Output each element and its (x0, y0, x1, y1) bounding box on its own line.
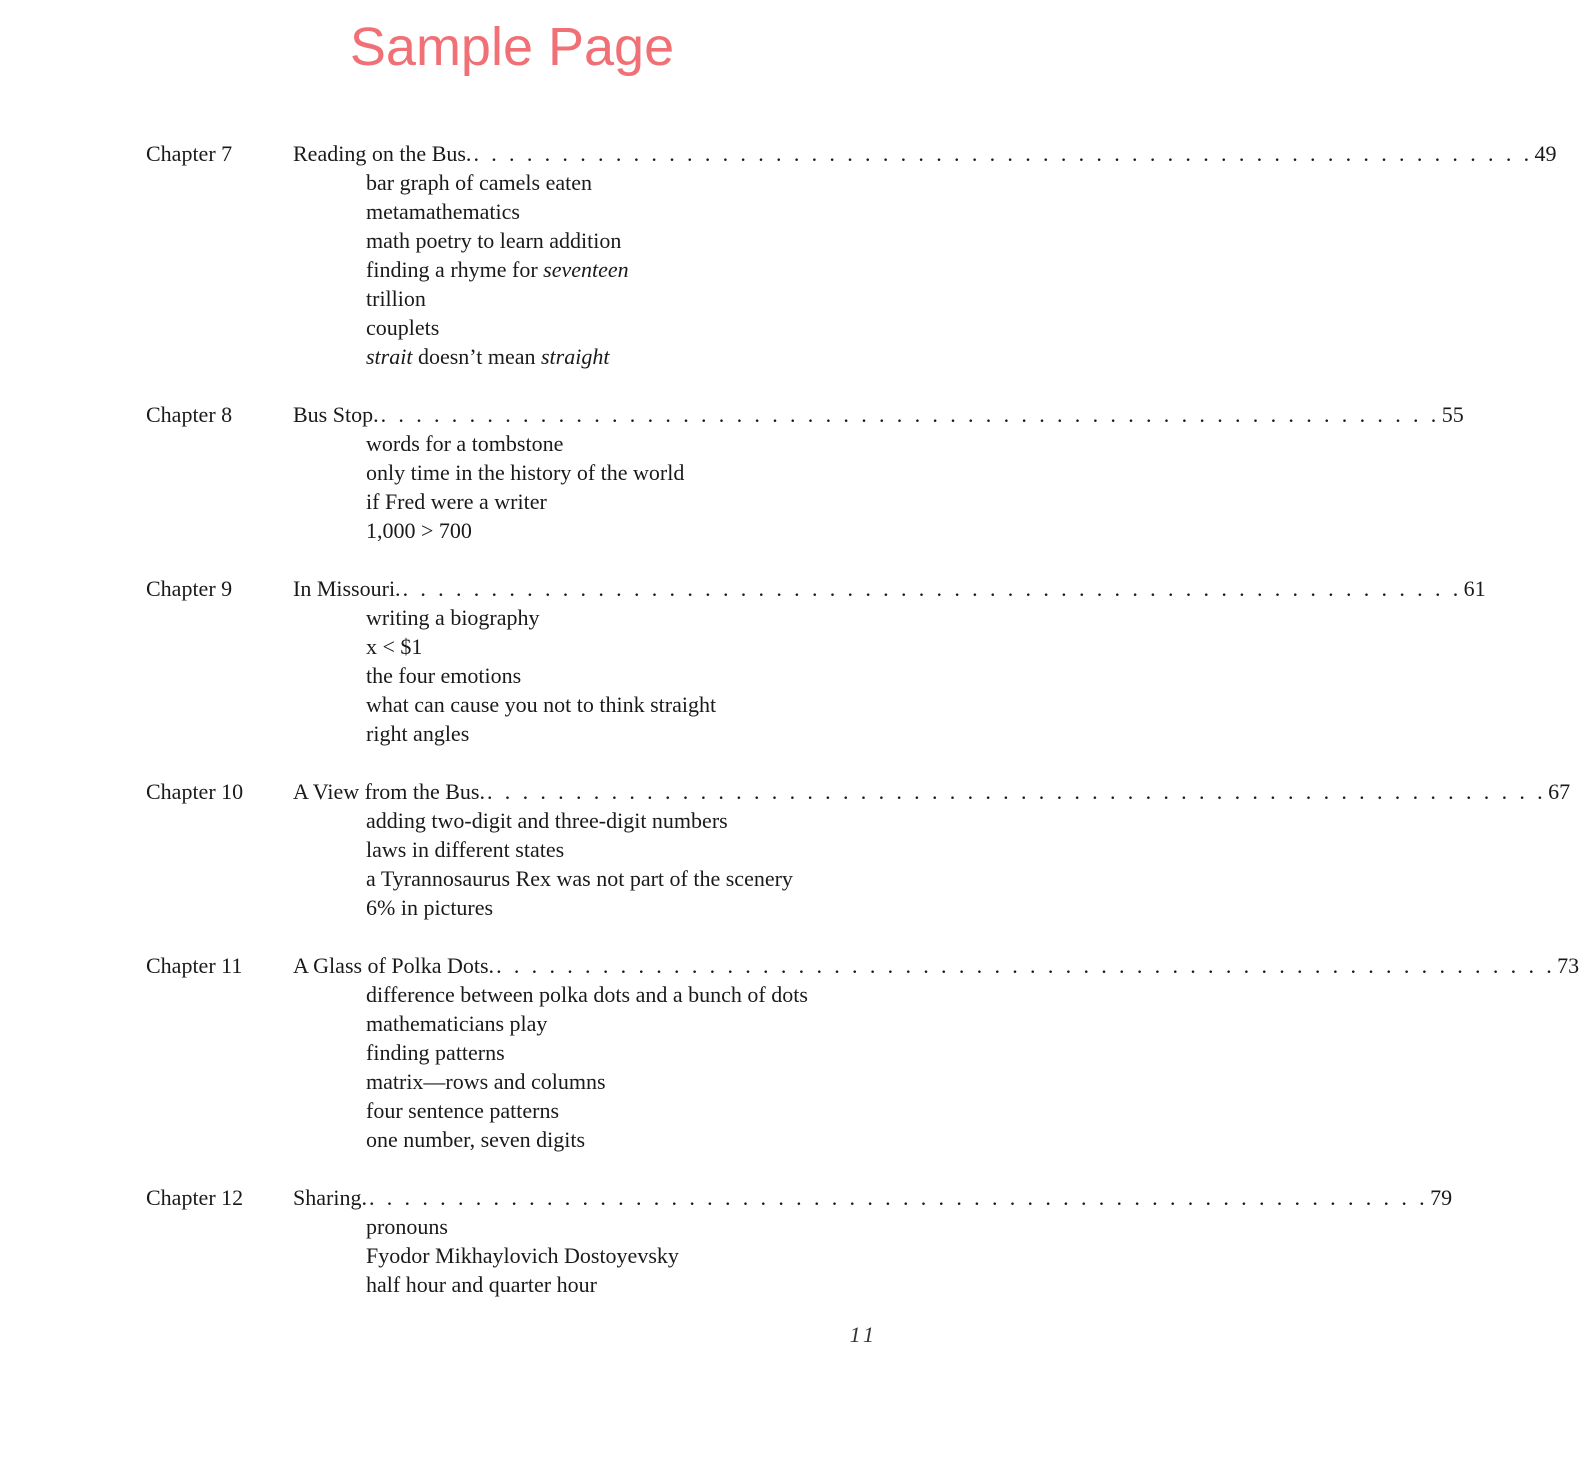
chapter-title: Reading on the Bus. (293, 141, 472, 166)
topic-text: couplets (366, 315, 440, 340)
chapter-page-number: 79 (1430, 1185, 1453, 1210)
chapter-title: A Glass of Polka Dots. (293, 953, 495, 978)
topic-item (366, 458, 878, 487)
topic-text-italic: strait (366, 344, 413, 369)
chapter-heading (146, 1183, 1453, 1212)
topic-item (366, 226, 878, 255)
topic-item (366, 255, 878, 284)
topic-item (366, 197, 878, 226)
chapter-number: Chapter 12 (146, 1185, 244, 1210)
chapter-entry (146, 400, 1464, 545)
topic-text: doesn’t mean (412, 344, 541, 369)
topic-text: matrix—rows and columns (366, 1069, 606, 1094)
chapter-heading (146, 777, 1571, 806)
topic-text-italic: seventeen (543, 257, 629, 282)
chapter-page-number: 67 (1548, 779, 1571, 804)
chapter-entry (146, 1183, 1453, 1299)
table-of-contents (146, 139, 1579, 1328)
topic-list (146, 429, 878, 545)
topic-item (366, 980, 878, 1009)
topic-item (366, 1096, 878, 1125)
topic-text: one number, seven digits (366, 1127, 586, 1152)
topic-list (146, 980, 878, 1154)
chapter-title: In Missouri. (293, 576, 401, 601)
topic-item (366, 516, 878, 545)
topic-text: finding a rhyme for (366, 257, 544, 282)
topic-item (366, 313, 878, 342)
dot-leader: . . . . . . . . . . . . . . . . . . . . . . . . . . . . . . . . . . . . . . . . . . . . . . . . . . . . . . . . . . . . (496, 953, 1556, 978)
chapter-heading (146, 574, 1486, 603)
topic-item (366, 487, 878, 516)
topic-text: only time in the history of the world (366, 460, 685, 485)
chapter-number: Chapter 9 (146, 576, 233, 601)
topic-text: mathematicians play (366, 1011, 548, 1036)
topic-text: pronouns (366, 1214, 448, 1239)
chapter-number: Chapter 8 (146, 402, 233, 427)
chapter-entry (146, 951, 1579, 1154)
chapter-entry (146, 139, 1557, 371)
topic-item (366, 342, 878, 371)
chapter-title: Sharing. (293, 1185, 367, 1210)
topic-text: four sentence patterns (366, 1098, 560, 1123)
sample-page-watermark: Sample Page (349, 17, 675, 77)
topic-text: trillion (366, 286, 426, 311)
topic-item (366, 1212, 878, 1241)
topic-item (366, 1241, 878, 1270)
chapter-number: Chapter 7 (146, 141, 233, 166)
topic-text: right angles (366, 721, 470, 746)
chapter-page-number: 61 (1463, 576, 1486, 601)
topic-text: a Tyrannosaurus Rex was not part of the scenery (366, 866, 793, 891)
chapter-title: A View from the Bus. (293, 779, 485, 804)
topic-item (366, 1038, 878, 1067)
topic-item (366, 429, 878, 458)
chapter-page-number: 55 (1441, 402, 1464, 427)
topic-item (366, 1067, 878, 1096)
topic-text: words for a tombstone (366, 431, 564, 456)
topic-item (366, 603, 878, 632)
chapter-page-number: 73 (1557, 953, 1579, 978)
topic-text: adding two-digit and three-digit numbers (366, 808, 728, 833)
topic-item (366, 632, 878, 661)
dot-leader: . . . . . . . . . . . . . . . . . . . . . . . . . . . . . . . . . . . . . . . . . . . . . . . . . . . . . . . . . . . . (380, 402, 1440, 427)
chapter-number: Chapter 10 (146, 779, 244, 804)
topic-text: half hour and quarter hour (366, 1272, 597, 1297)
topic-list (146, 603, 878, 748)
topic-item (366, 719, 878, 748)
topic-text: what can cause you not to think straight (366, 692, 717, 717)
topic-text: metamathematics (366, 199, 520, 224)
dot-leader: . . . . . . . . . . . . . . . . . . . . . . . . . . . . . . . . . . . . . . . . . . . . . . . . . . . . . . . . . . . . (473, 141, 1533, 166)
topic-text: x < $1 (366, 634, 423, 659)
topic-list (146, 806, 878, 922)
topic-text: if Fred were a writer (366, 489, 547, 514)
topic-item (366, 284, 878, 313)
topic-item (366, 1125, 878, 1154)
topic-item (366, 806, 878, 835)
dot-leader: . . . . . . . . . . . . . . . . . . . . . . . . . . . . . . . . . . . . . . . . . . . . . . . . . . . . . . . . . . . . (368, 1185, 1429, 1210)
topic-text: finding patterns (366, 1040, 505, 1065)
topic-text: writing a biography (366, 605, 540, 630)
chapter-heading (146, 951, 1579, 980)
topic-text: 6% in pictures (366, 895, 494, 920)
topic-item (366, 690, 878, 719)
topic-text: difference between polka dots and a bunch of dots (366, 982, 808, 1007)
topic-list (146, 1212, 878, 1299)
topic-list (146, 168, 878, 371)
page-number: 11 (849, 1322, 878, 1347)
chapter-heading (146, 400, 1464, 429)
topic-text: the four emotions (366, 663, 522, 688)
chapter-heading (146, 139, 1557, 168)
topic-text: Fyodor Mikhaylovich Dostoyevsky (366, 1243, 679, 1268)
topic-item (366, 168, 878, 197)
dot-leader: . . . . . . . . . . . . . . . . . . . . . . . . . . . . . . . . . . . . . . . . . . . . . . . . . . . . . . . . . . . . (402, 576, 1462, 601)
topic-item (366, 661, 878, 690)
chapter-page-number: 49 (1534, 141, 1557, 166)
topic-text: laws in different states (366, 837, 565, 862)
topic-item (366, 864, 878, 893)
chapter-entry (146, 574, 1486, 748)
chapter-number: Chapter 11 (146, 953, 243, 978)
topic-text: 1,000 > 700 (366, 518, 472, 543)
topic-item (366, 893, 878, 922)
chapter-entry (146, 777, 1571, 922)
topic-item (366, 835, 878, 864)
topic-text-italic: straight (540, 344, 610, 369)
topic-item (366, 1270, 878, 1299)
topic-item (366, 1009, 878, 1038)
topic-text: bar graph of camels eaten (366, 170, 592, 195)
topic-text: math poetry to learn addition (366, 228, 622, 253)
chapter-title: Bus Stop. (293, 402, 379, 427)
dot-leader: . . . . . . . . . . . . . . . . . . . . . . . . . . . . . . . . . . . . . . . . . . . . . . . . . . . . . . . . . . . . (486, 779, 1547, 804)
